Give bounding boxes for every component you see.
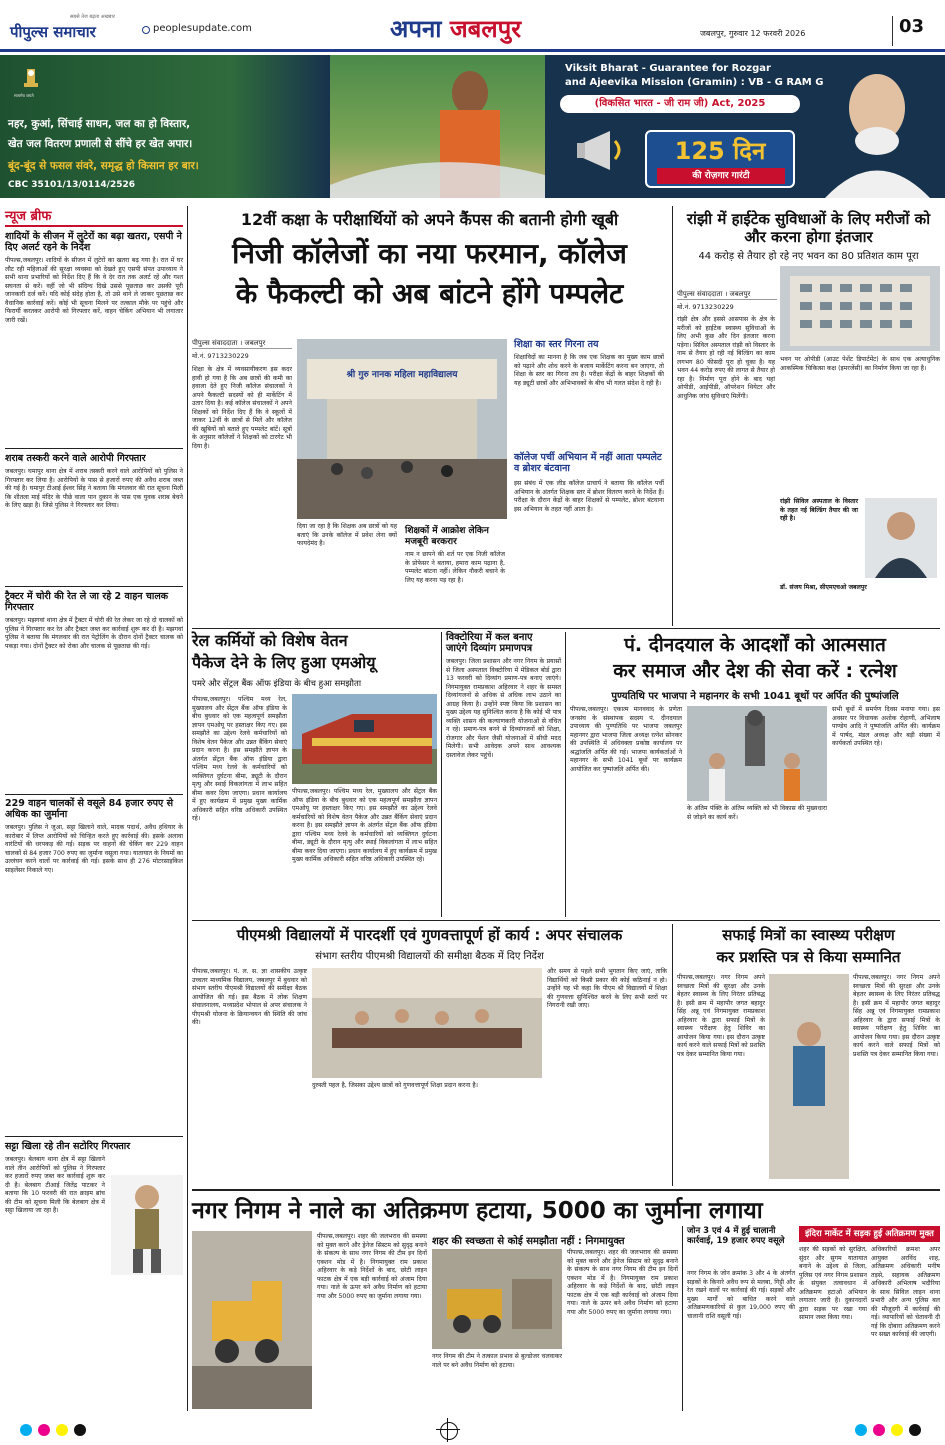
- brief-item: [5, 231, 183, 446]
- railway-story: [192, 632, 437, 917]
- lead-subhead-1: शिक्षकों में आक्रोश लेकिन मजबूरी बरकरार: [405, 526, 489, 547]
- meeting-photo: [312, 968, 542, 1078]
- pmshri-body-a: पीपल्स,जबलपुर। पं. ल. स. ज्ञा शासकीय उत्कृष्ट उच्चतर माध्यमिक विद्यालय, जबलपुर में बुधवार को संभाग स्तरीय पीएमश्री विद्यालयों की समीक्षा बैठक आयोजित की गई। इस बैठक में लोक शिक्षण संचालनालय, मध्यप्रदेश भोपाल से अपर संचालक ने पीएमश्री योजना के क्रियान्वयन की स्थिति की जांच की।: [192, 968, 307, 1026]
- safai-story: [677, 924, 940, 1186]
- lead-sub1-body: नाम न छापने की शर्त पर एक निजी कॉलेज के प्रोफेसर ने बताया, हमारा काम पढ़ाना है, पम्पलेट बांटना नहीं। लेकिन नौकरी बचाने के लिए यह करना पड़ रहा है।: [405, 551, 505, 584]
- government-ad-banner[interactable]: [0, 55, 945, 198]
- section-title: [390, 12, 590, 46]
- indira-body-b: शहर की सड़कों को सुरक्षित, सुंदर और सुगम यातायात बनाने के उद्देश्य से जिला, पुलिस एवं नगर निगम प्रशासन के संयुक्त तत्वावधान में अतिक्रमण हटाओ अभियान लगातार जारी है। दुकानदारों द्वारा सड़क पर रखा गया सामान जब्त किया गया।: [799, 1246, 867, 1321]
- brief-item: [5, 1141, 183, 1401]
- victoria-headline-1: विक्टोरिया में कल बनाए: [446, 632, 533, 643]
- ad-line-2: खेत जल वितरण प्रणाली से सींचे हर खेत अपार।: [8, 138, 193, 150]
- hospital-subhead: 44 करोड़ से तैयार हो रहे नए भवन का 80 प्रतिशत काम पूरा: [698, 251, 919, 262]
- globe-icon: [142, 26, 150, 34]
- deendayal-headline-1: पं. दीनदयाल के आदर्शों को आत्मसात: [624, 634, 886, 656]
- page-number: 03: [892, 16, 932, 46]
- victoria-story: [446, 632, 561, 917]
- hospital-headline: रांझी में हाईटेक सुविधाओं के लिए मरीजों को और करना होगा इंतजार: [686, 210, 931, 246]
- section-title-a: अपना: [390, 15, 442, 43]
- days-subtitle: की रोज़गार गारंटी: [657, 168, 785, 184]
- brief-body: जबलपुर। पुलिस ने जुआ, सट्टा खिलाने वाले, मादक पदार्थ, अवैध हथियार के कारोबार में लिप्त आरोपियों को चिन्हित करते हुए कार्रवाई की। इसके अलावा वारंटियों की धरपकड़ की गई। सड़क पर वाहनों की चेकिंग कर 229 वाहन चालकों से 84 हजार 700 रुपए का जुर्माना वसूला गया। यातायात के नियमों का उल्लंघन करने वालों पर कार्रवाई की गई। इसके साथ ही 276 मोटरसाइकिल साइलेंसर निकाले गए।: [5, 824, 183, 874]
- lead-kicker: 12वीं कक्षा के परीक्षार्थियों को अपने कैंपस की बतानी होगी खूबी: [240, 210, 619, 229]
- safai-body: पीपल्स,जबलपुर। नगर निगम अपने स्वच्छता मित्रों की सुरक्षा और उनके बेहतर स्वास्थ्य के लिए निरंतर प्रतिबद्ध है। इसी क्रम में महापौर जगत बहादुर सिंह अन्नू एवं निगमायुक्त रामप्रकाश अहिरवार के द्वारा सफाई मित्रों के स्वास्थ्य परीक्षण हेतु शिविर का आयोजन किया गया। इस दौरान उत्कृष्ट कार्य करने वाले सफाई मित्रों को प्रशस्ति पत्र देकर सम्मानित किया गया।: [677, 974, 765, 1058]
- scheme-title-1: Viksit Bharat - Guarantee for Rozgar: [565, 63, 771, 74]
- news-brief-column: [5, 206, 183, 1411]
- paper-name: पीपुल्स समाचार: [10, 23, 96, 41]
- nagar-nigam-body-b: पीपल्स,जबलपुर। शहर की जलभराव की समस्या को मुक्त करने और ड्रेनेज सिस्टम को सुदृढ़ बनाने के संकल्प के साथ नगर निगम की टीम इन दिनों एक्शन मोड में है। निगमायुक्त राम प्रकाश अहिरवार के कड़े निर्देशों के बाद, छोटी लाइन फाटक क्षेत्र में एक बड़ी कार्रवाई को अंजाम दिया गया। नाले के ऊपर बने अवैध निर्माण को हटाया गया और 5000 रुपए का जुर्माना लगाया गया।: [567, 1249, 678, 1316]
- hospital-mobile: मो.नं. 9713230229: [677, 303, 734, 311]
- days-box: [645, 130, 795, 188]
- hospital-story: [677, 206, 940, 626]
- nagar-nigam-photo-caption: नगर निगम की टीम ने तत्काल प्रभाव से बुल्डोजर चलवाकर नाले पर बने अवैध निर्माण को हटाया।: [432, 1353, 562, 1369]
- deendayal-story: [570, 632, 940, 917]
- paper-logo[interactable]: [10, 14, 140, 44]
- hospital-building-photo: [780, 266, 940, 351]
- bulldozer-photo: [192, 1231, 312, 1409]
- safai-body-b: पीपल्स,जबलपुर। नगर निगम अपने स्वच्छता मित्रों की सुरक्षा और उनके बेहतर स्वास्थ्य के लिए निरंतर प्रतिबद्ध है। इसी क्रम में महापौर जगत बहादुर सिंह अन्नू एवं निगमायुक्त रामप्रकाश अहिरवार के द्वारा सफाई मित्रों के स्वास्थ्य परीक्षण हेतु शिविर का आयोजन किया गया। इस दौरान उत्कृष्ट कार्य करने वाले सफाई मित्रों को प्रशस्ति पत्र देकर सम्मानित किया गया।: [853, 974, 940, 1058]
- statue-tribute-photo: [687, 706, 827, 801]
- doctor-portrait: [865, 498, 937, 578]
- hospital-byline: पीपुल्स संवाददाता । जबलपुर: [677, 290, 777, 300]
- lead-headline-line1: निजी कॉलेजों का नया फरमान, कॉलेज: [232, 237, 627, 270]
- lead-body-a: शिक्षा के क्षेत्र में व्यवसायीकरण इस कदर हावी हो गया है कि अब छात्रों की कमी का हवाला देते हुए निजी कॉलेज संचालकों ने अपने फैकल्टी सदस्यों को ही मार्केटिंग में उतार दिया है। कई कॉलेज संचालकों ने अपने शिक्षकों को निर्देश दिए हैं कि वे स्कूलों में जाकर 12वीं के छात्रों से मिलें और कॉलेज की खूबियों को बताते हुए पम्पलेट बांटें। सूत्रों के अनुसार कॉलेजों ने शिक्षकों को टारगेट भी दिया है।: [192, 366, 292, 450]
- hospital-body: रांझी क्षेत्र और इससे आसपास के क्षेत्र के मरीजों को हाईटेक स्वास्थ्य सुविधाओं के लिए अभी कुछ और दिन इंतजार करना पड़ेगा। सिविल अस्पताल रांझी को विस्तार के नाम से तैयार हो रही नई बिल्डिंग का काम लगभग 80 फीसदी पूरा हो चुका है। यह भवन 44 करोड़ रुपए की लागत से तैयार हो रहा है। निर्माण पूरा होने के बाद यहां ओपीडी, आईपीडी, ऑपरेशन थियेटर और आधुनिक जांच सुविधाएं मिलेंगी।: [677, 316, 775, 400]
- emblem-caption: सत्यमेव जयते: [14, 93, 34, 98]
- lead-headline-line2: के फैकल्टी को अब बांटने होंगे पम्पलेट: [235, 277, 624, 310]
- brief-headline: 229 वाहन चालकों से वसूले 84 हजार रुपए से अधिक का जुर्माना: [5, 798, 174, 820]
- scheme-title-2: and Ajeevika Mission (Gramin) : VB - G RAM G: [565, 77, 824, 88]
- railway-headline-1: रेल कर्मियों को विशेष वेतन: [192, 631, 348, 650]
- masthead: [0, 0, 945, 52]
- brief-item: [5, 798, 183, 1133]
- pmshri-body-b: और समय से पहले सभी भुगतान किए जाएं, ताकि विद्यार्थियों को किसी प्रकार की कोई कठिनाई न हो। उन्होंने यह भी कहा कि पीएम श्री विद्यालयों में शिक्षा की गुणवत्ता सुनिश्चित करने के लिए सभी स्तरों पर निगरानी रखी जाए।: [547, 968, 667, 1009]
- news-brief-header: न्यूज ब्रीफ: [5, 209, 52, 224]
- lead-photo-caption: दिया जा रहा है कि शिक्षक अब छात्रों को यह बताएं कि उनके कॉलेज में प्रवेश लेना क्यों फायदेमंद है।: [297, 523, 397, 547]
- days-count: 125 दिन: [674, 137, 766, 165]
- nagar-nigam-headline: नगर निगम ने नाले का अतिक्रमण हटाया, 5000 का जुर्माना लगाया: [192, 1198, 763, 1224]
- railway-body-a: पीपल्स,जबलपुर। पश्चिम मध्य रेल, मुख्यालय और सेंट्रल बैंक ऑफ इंडिया के बीच बुधवार को एक महत्वपूर्ण समझौता ज्ञापन एमओयू पर हस्ताक्षर किए गए। इस समझौते का उद्देश्य रेलवे कर्मचारियों को विशेष वेतन पैकेज और उन्नत बैंकिंग सेवाएं प्रदान करना है। इस समझौते ज्ञापन के अंतर्गत सेंट्रल बैंक ऑफ इंडिया द्वारा पश्चिम मध्य रेलवे के कर्मचारियों को व्यक्तिगत दुर्घटना बीमा, ड्यूटी के दौरान मृत्यु और स्थाई विकलांगता में लाभ सहित बीमा कवर दिया जाएगा। प्रधान कार्यालय में हुए कार्यक्रम में प्रमुख मुख्य कार्मिक अधिकारी सहित वरिष्ठ अधिकारी उपस्थित रहे।: [192, 696, 287, 822]
- brief-body: जबलपुर। बेलबाग थाना क्षेत्र में सट्टा खिलाने वाले तीन आरोपियों को पुलिस ने गिरफ्तार कर हजारों रुपए जब्त कर कार्रवाई शुरू कर दी है। बेलबाग टीआई जितेंद्र पाटकर ने बताया कि 10 फरवरी की रात क्राइम ब्रांच की टीम को सूचना मिली कि बेलबाग क्षेत्र में सट्टा खिलाया जा रहा है।: [5, 1156, 105, 1214]
- section-title-b: जबलपुर: [449, 15, 522, 43]
- lead-story: [192, 206, 667, 626]
- brief-body: जबलपुर। घमापुर थाना क्षेत्र में शराब तस्करी करने वाले आरोपियों को पुलिस ने गिरफ्तार कर लिया है। आरोपियों के पास से हजारों रुपए की अवैध शराब जब्त की गई है। घमापुर टीआई ईश्वर सिंह ने बताया कि मंगलवार की रात सूचना मिली कि शीतला माई मंदिर के पीछे वाला पान दुकान के पास एक युवक शराब बेचने के लिए खड़ा है। जिसे पुलिस ने गिरफ्तार कर लिया।: [5, 468, 183, 509]
- safai-headline-1: सफाई मित्रों का स्वास्थ्य परीक्षण: [722, 926, 895, 944]
- pmshri-story: [192, 924, 667, 1186]
- railway-subhead: पमरे और सेंट्रल बैंक ऑफ इंडिया के बीच हुआ समझौता: [192, 679, 362, 689]
- railway-body-b: पीपल्स,जबलपुर। पश्चिम मध्य रेल, मुख्यालय और सेंट्रल बैंक ऑफ इंडिया के बीच बुधवार को एक महत्वपूर्ण समझौता ज्ञापन एमओयू पर हस्ताक्षर किए गए। इस समझौते का उद्देश्य रेलवे कर्मचारियों को विशेष वेतन पैकेज और उन्नत बैंकिंग सेवाएं प्रदान करना है। इस समझौते ज्ञापन के अंतर्गत सेंट्रल बैंक ऑफ इंडिया द्वारा पश्चिम मध्य रेलवे के कर्मचारियों को व्यक्तिगत दुर्घटना बीमा, ड्यूटी के दौरान मृत्यु और स्थाई विकलांगता में लाभ सहित बीमा कवर दिया जाएगा। प्रधान कार्यालय में हुए कार्यक्रम में प्रमुख मुख्य कार्मिक अधिकारी सहित वरिष्ठ अधिकारी उपस्थित रहे।: [292, 788, 437, 863]
- lead-side2-body: इस संबंध में एक लीड कॉलेज प्राचार्य ने बताया कि कॉलेज पर्ची अभियान के अंतर्गत शिक्षक स्तर में ब्रोशर वितरण करने के निर्देश हैं। परीक्षा के दौरान केंद्रों के बाहर शिक्षकों से पम्पलेट, ब्रोशर बंटवाना इस अभियान के तहत नहीं आता है।: [514, 480, 664, 513]
- lead-side-title: शिक्षा का स्तर गिरना तय: [514, 339, 599, 350]
- indira-body-a: नगर निगम के जोन क्रमांक 3 और 4 के अंतर्गत सड़कों के किनारे अवैध रूप से मलबा, गिट्टी और रेत रखने वालों पर कार्रवाई की गई। सड़कों और मुख्य मार्गों को बाधित करने वाले अतिक्रमणकारियों से कुल 19,000 रुपए की चालानी राशि वसूली गई।: [687, 1270, 795, 1320]
- nagar-nigam-subhead: शहर की स्वच्छता से कोई समझौता नहीं : निगमायुक्त: [432, 1236, 625, 1247]
- hospital-quote-name: डॉ. संजय मिश्रा, सीएमएचओ जबलपुर: [780, 584, 867, 591]
- print-registration-marks: [0, 1416, 945, 1445]
- state-emblem-icon: [20, 67, 42, 91]
- hospital-quote-label: रांझी सिविल अस्पताल के विस्तार के तहत नई बिल्डिंग तैयार की जा रही है।: [780, 498, 858, 522]
- brief-headline: शराब तस्करी करने वाले आरोपी गिरफ्तार: [5, 453, 146, 464]
- college-gate-photo: [297, 339, 507, 519]
- lead-side-body: शिक्षाविदों का मानना है कि जब एक शिक्षक का मुख्य काम छात्रों को पढ़ाने और शोध करने के बजाय मार्केटिंग करना बन जाएगा, तो शिक्षा के स्तर का गिरना तय है। परीक्षा केंद्रों के बाहर शिक्षकों की यह ड्यूटी छात्रों और अभिभावकों के बीच भी गलत संदेश दे रही है।: [514, 354, 664, 387]
- deendayal-body-b: सभी बूथों में समर्पण दिवस मनाया गया। इस अवसर पर विधायक अशोक रोहाणी, अभिलाष पाण्डेय आदि ने पुष्पांजलि अर्पित की। कार्यक्रम में पार्षद, मंडल अध्यक्ष और बड़ी संख्या में कार्यकर्ता उपस्थित रहे।: [832, 706, 940, 747]
- brief-headline: शादियों के सीजन में लुटेरों का बढ़ा खतरा, एसपी ने दिए अलर्ट रहने के निर्देश: [5, 231, 182, 253]
- dateline: जबलपुर, गुरुवार 12 फरवरी 2026: [700, 29, 806, 38]
- brief-body: जबलपुर। मझगवां थाना क्षेत्र में ट्रैक्टर में चोरी की रेत लेकर जा रहे दो चालकों को पुलिस ने गिरफ्तार कर रेत और ट्रैक्टर जब्त कर कार्रवाई शुरू कर दी है। मझगवां पुलिस ने बताया कि मंगलवार की रात पेट्रोलिंग के दौरान दोनों ट्रैक्टर चालक को पकड़ा गया। दोनों ट्रैक्टर को रोका और चालक से पूछताछ की गई।: [5, 617, 183, 650]
- ad-code: CBC 35101/13/0114/2526: [8, 180, 135, 190]
- pmshri-headline: पीएमश्री विद्यालयों में पारदर्शी एवं गुणवत्तापूर्ण हों कार्य : अपर संचालक: [236, 926, 623, 944]
- leader-portrait: [815, 63, 940, 198]
- safai-headline-2: कर प्रशस्ति पत्र से किया सम्मानित: [716, 948, 901, 966]
- encroachment-photo: [432, 1249, 562, 1349]
- pmshri-photo-caption: दुरुस्ती पहल है, जिसका उद्देश्य छात्रों को गुणवत्तापूर्ण शिक्षा प्रदान करना है।: [312, 1082, 478, 1089]
- brief-body: पीपल्स,जबलपुर। शादियों के सीजन में लुटेरों का खतरा बढ़ गया है। रात में घर लौट रही महिलाओं की सुरक्षा व्यवस्था को देखते हुए एसपी संपत उपाध्याय ने सभी थाना प्रभारियों को निर्देश दिए हैं कि वे देर रात तक अलर्ट रहें और गश्त सघनता से करें। वहीं जो भी संदिग्ध दिखे उससे पूछताछ कर उसकी पूरी जानकारी दर्ज करें। यदि कोई संदेह होता है, तो उसे थाने ले जाकर पूछताछ कर वैधानिक कार्रवाई करें। कोई भी सूचना मिलने पर तत्काल मौके पर पहुंचे और फिरार्यी करतकर आरोपी को गिरफ्तार करें, वाहन चेकिंग अभियान भी लगातार जारी रखें।: [5, 257, 183, 324]
- deendayal-body-a: पीपल्स,जबलपुर। एकात्म मानववाद के प्रणेता जनसंघ के संस्थापक सदस्य पं. दीनदयाल उपाध्याय की पुण्यतिथि पर भाजपा जबलपुर महानगर द्वारा भाजपा जिला अध्यक्ष रत्नेश सोनकर की उपस्थिति में अधिवक्ता प्रकोष्ठ कार्यालय पर श्रद्धांजलि अर्पित की गई। भाजपा कार्यकर्ताओं ने महानगर के सभी 1041 बूथों पर कार्यक्रम आयोजित कर पुष्पांजलि अर्पित की।: [570, 706, 682, 773]
- brief-item: [5, 591, 183, 791]
- megaphone-icon: [575, 123, 635, 178]
- pmshri-subhead: संभाग स्तरीय पीएमश्री विद्यालयों की समीक्षा बैठक में दिए निर्देश: [315, 951, 544, 962]
- farmer-photo: [330, 55, 545, 198]
- victoria-headline-2: जाएंगे दिव्यांग प्रमाणपत्र: [446, 643, 533, 654]
- lead-byline: पीपुल्स संवाददाता । जबलपुर: [192, 339, 292, 349]
- ad-line-1: नहर, कुआं, सिंचाई साधन, जल का हो विस्तार,: [8, 118, 191, 130]
- indira-market-story: [687, 1226, 940, 1411]
- brief-item: [5, 453, 183, 583]
- ad-line-3: बूंद-बूंद से फसल संवरे, समृद्ध हो किसान हर बार।: [8, 160, 199, 172]
- logo-tagline: सबसे तेज बढ़ता अखबार: [70, 14, 115, 20]
- hospital-photo-caption: भवन पर ओपीडी (आउट पेशेंट डिपार्टमेंट) के साथ एक अत्याधुनिक आकस्मिक चिकित्सा कक्ष (इमरजेंसी) का निर्माण किया जा रहा है।: [780, 356, 940, 372]
- brief-headline: ट्रैक्टर में चोरी की रेत ले जा रहे 2 वाहन चालक गिरफ्तार: [5, 591, 169, 613]
- website-link[interactable]: peoplesupdate.com: [153, 23, 252, 34]
- act-badge: (विकसित भारत - जी राम जी) Act, 2025: [560, 95, 800, 113]
- deendayal-subhead: पुण्यतिथि पर भाजपा ने महानगर के सभी 1041 बूथों पर अर्पित की पुष्पांजलि: [611, 691, 899, 702]
- indira-body-c: अधिकारियों क्रमशः अपर आयुक्त अरविंद शाह, अतिक्रमण अधिकारी मनीष तड़से, सहायक अतिक्रमण अधिकारी अभिलाष भदौरिया के साथ सिविल लाइन थाना प्रभारी और अन्य पुलिस बल की मौजूदगी में कार्रवाई की गई। व्यापारियों को चेतावनी दी गई कि दोबारा अतिक्रमण करने पर सख्त कार्रवाई की जाएगी।: [871, 1246, 940, 1338]
- health-camp-photo: [769, 974, 849, 1179]
- lead-mobile: मो.नं. 9713230229: [192, 352, 249, 360]
- indira-headline: इंदिरा मार्केट में सड़क हुई अतिक्रमण मुक्त: [799, 1226, 940, 1242]
- deendayal-headline-2: कर समाज और देश की सेवा करें : रत्नेश: [613, 660, 897, 682]
- indira-kicker: जोन 3 एवं 4 में हुई चालानी कार्रवाई, 19 हजार रुपए वसूले: [687, 1226, 785, 1246]
- victoria-body: जबलपुर। जिला प्रशासन और नगर निगम के प्रयासों से जिला अस्पताल विक्टोरिया में मेडिकल बोर्ड द्वारा 13 फरवरी को दिव्यांग प्रमाण-पत्र बनाए जाएंगे। निगमायुक्त रामप्रकाश अहिरवार ने शहर के समस्त दिव्यांगजनों से अधिक से अधिक लाभ उठाने का आग्रह किया है। उन्होंने स्पष्ट किया कि प्रशासन का मुख्य उद्देश्य यह सुनिश्चित करना है कि कोई भी पात्र व्यक्ति शासन की कल्याणकारी योजनाओं से वंचित न रहे। प्रमाण-पत्र बनने से दिव्यांगजनों को शिक्षा, रोजगार और पेंशन जैसी योजनाओं में सीधी मदद मिलेगी। सभी आवेदक अपने साथ आवश्यक दस्तावेज लेकर पहुंचें।: [446, 658, 561, 759]
- lead-side2-title: कॉलेज पर्ची अभियान में नहीं आता पम्पलेट व ब्रोशर बंटवाना: [514, 452, 662, 474]
- photo-banner-text: श्री गुरु नानक महिला महाविद्यालय: [346, 370, 458, 380]
- police-cartoon-illustration: [111, 1175, 183, 1275]
- railway-headline-2: पैकेज देने के लिए हुआ एमओयू: [192, 653, 376, 672]
- train-photo: [292, 694, 437, 784]
- brief-headline: सट्टा खिला रहे तीन सटोरिए गिरफ्तार: [5, 1141, 131, 1152]
- deendayal-photo-caption: के अंतिम पंक्ति के अंतिम व्यक्ति को भी विकास की मुख्यधारा से जोड़ने का कार्य करें।: [687, 805, 827, 821]
- nagar-nigam-body: पीपल्स,जबलपुर। शहर की जलभराव की समस्या को मुक्त करने और ड्रेनेज सिस्टम को सुदृढ़ बनाने के संकल्प के साथ नगर निगम की टीम इन दिनों एक्शन मोड में है। निगमायुक्त राम प्रकाश अहिरवार के कड़े निर्देशों के बाद, छोटी लाइन फाटक क्षेत्र में एक बड़ी कार्रवाई को अंजाम दिया गया। नाले के ऊपर बने अवैध निर्माण को हटाया गया और 5000 रुपए का जुर्माना लगाया गया।: [317, 1233, 427, 1300]
